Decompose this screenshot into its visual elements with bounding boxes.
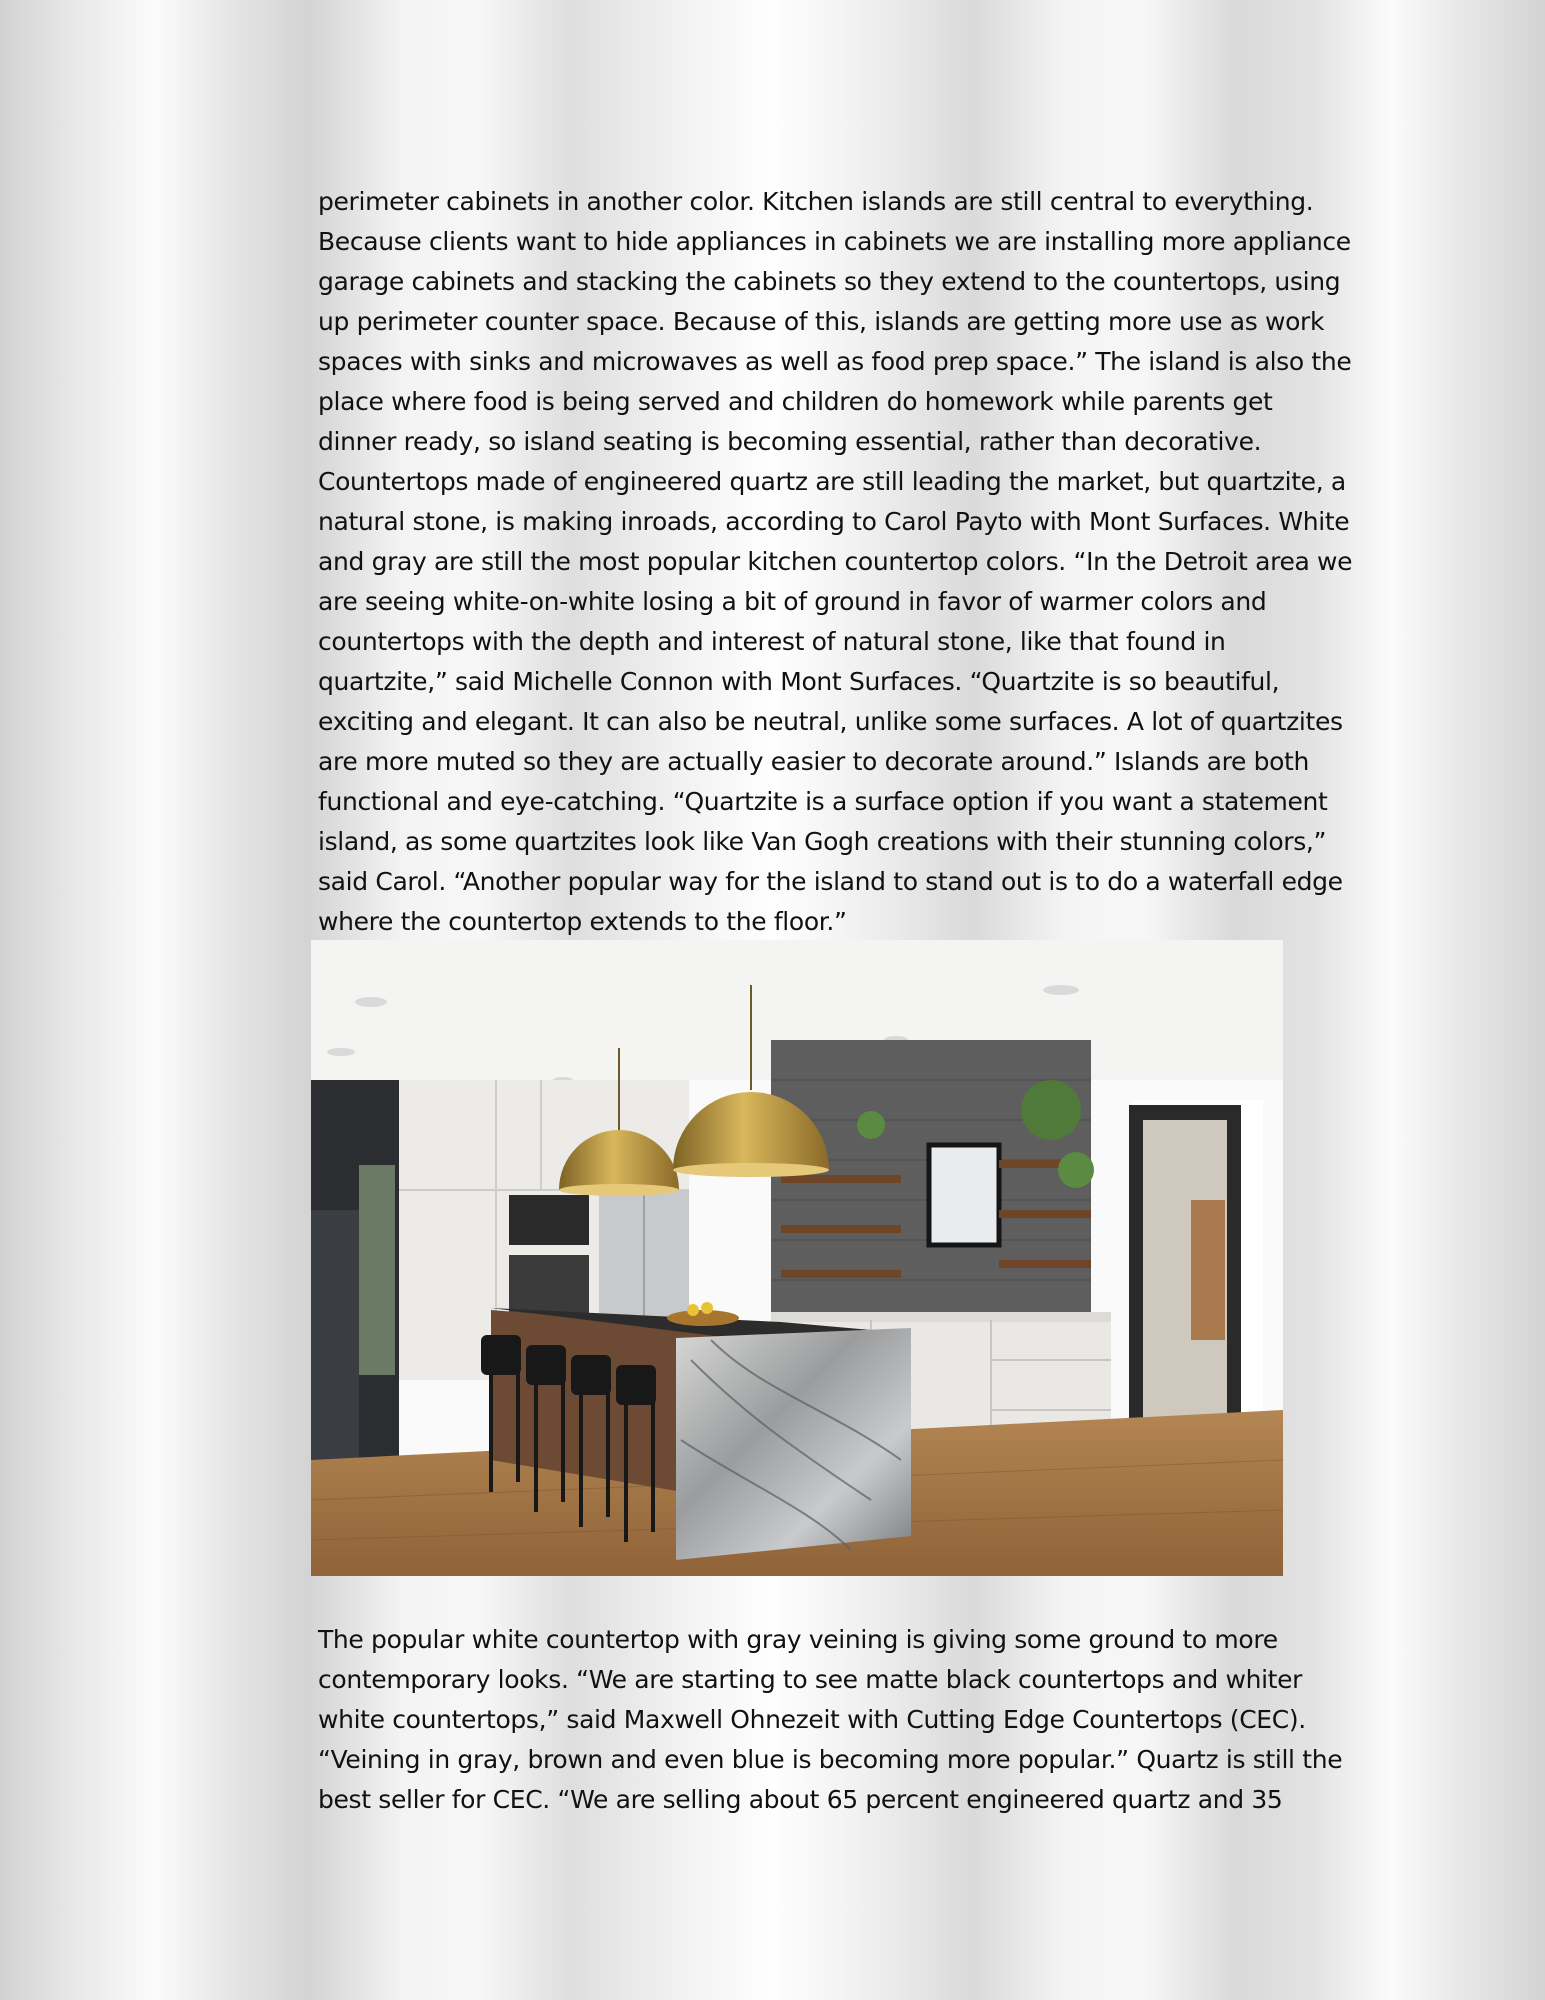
kitchen-illustration — [311, 940, 1283, 1576]
article-paragraph-1: perimeter cabinets in another color. Kitchen islands are still central to everything. Because clients want to hide appliances in cabinets we are installing more appliance garage cabinets and stacking the cabinets so they extend to the countertops, using up perimeter counter space. Because of this, islands are getting more use as work spaces with sinks and microwaves as well as food prep space.” The island is also the place where food is being served and children do homework while parents get dinner ready, so island seating is becoming essential, rather than decorative. Countertops made of engineered quartz are still leading the market, but quartzite, a natural stone, is making inroads, according to Carol Payto with Mont Surfaces. White and gray are still the most popular kitchen countertop colors. “In the Detroit area we are seeing white-on-white losing a bit of ground in favor of warmer colors and countertops with the depth and interest of natural stone, like that found in quartzite,” said Michelle Connon with Mont Surfaces. “Quartzite is so beautiful, exciting and elegant. It can also be neutral, unlike some surfaces. A lot of quartzites are more muted so they are actually easier to decorate around.” Islands are both functional and eye-catching. “Quartzite is a surface option if you want a statement island, as some quartzites look like Van Gogh creations with their stunning colors,” said Carol. “Another popular way for the island to stand out is to do a waterfall edge where the countertop extends to the floor.” — [318, 187, 1353, 936]
kitchen-photo — [311, 940, 1283, 1576]
article-paragraph-2: The popular white countertop with gray veining is giving some ground to more contemporary looks. “We are starting to see matte black countertops and whiter white countertops,” said Maxwell Ohnezeit with Cutting Edge Countertops (CEC). “Veining in gray, brown and even blue is becoming more popular.” Quartz is still the best seller for CEC. “We are selling about 65 percent engineered quartz and 35 — [318, 1625, 1343, 1814]
